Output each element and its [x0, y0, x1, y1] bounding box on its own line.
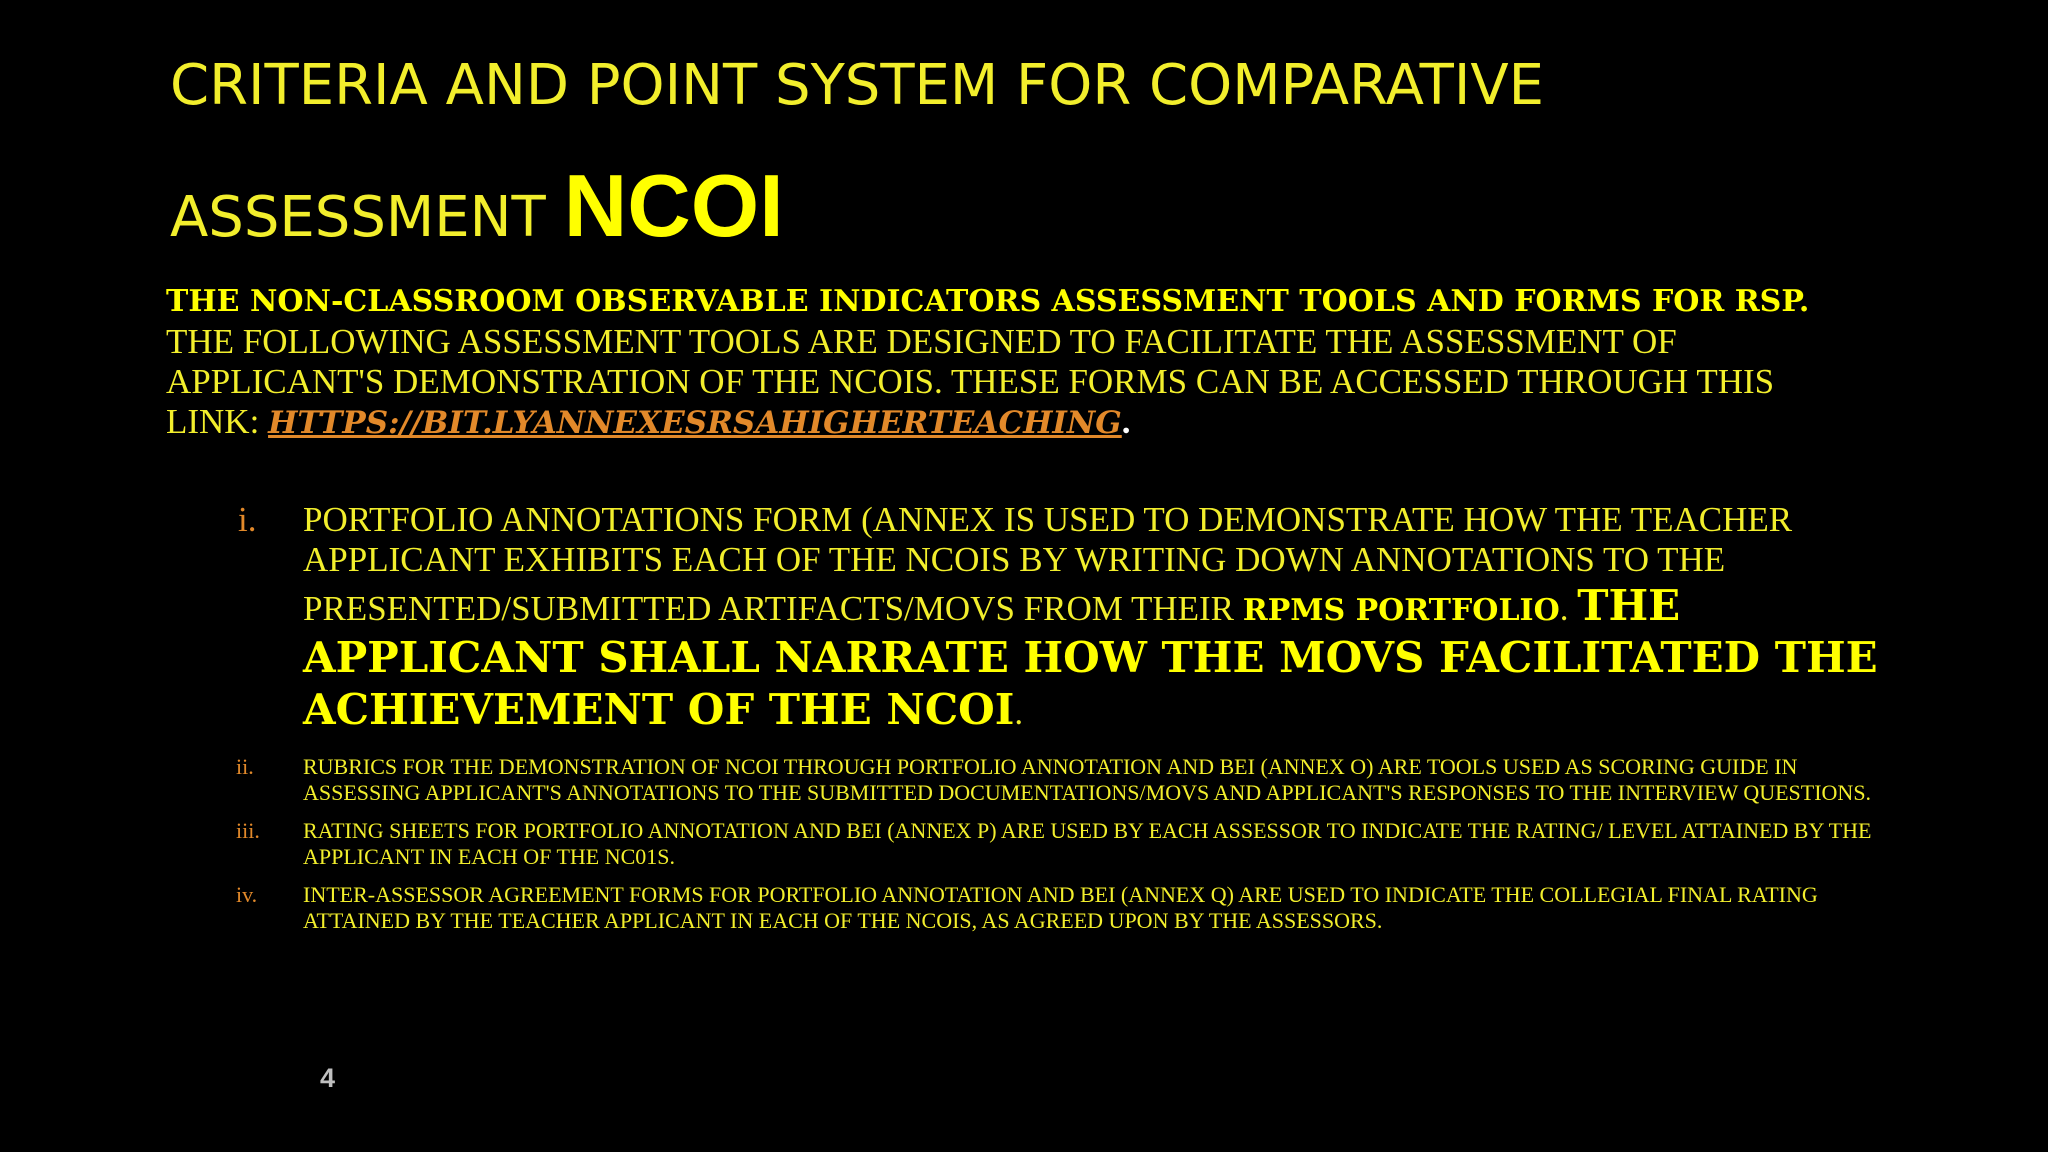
annex-link[interactable]: HTTPS://BIT.LYANNEXESRSAHIGHERTEACHING [268, 405, 1122, 441]
list-item-text [303, 500, 1890, 736]
item-1-emphasis: THE APPLICANT SHALL NARRATE HOW THE MOVS FACILITATED THE ACHIEVEMENT OF THE NCOI [303, 581, 1878, 734]
title-line-1: CRITERIA AND POINT SYSTEM FOR COMPARATIVE [170, 53, 1545, 118]
title-line-2 [170, 156, 1870, 255]
item-1-rpms-portfolio: RPMS PORTFOLIO [1242, 593, 1560, 628]
list-item-rubrics [230, 754, 1890, 806]
slide-title [170, 53, 1870, 255]
title-assessment-word: ASSESSMENT [170, 185, 546, 250]
list-marker: ii. [236, 754, 254, 779]
intro-paragraph [166, 280, 1866, 443]
item-3-text: RATING SHEETS FOR PORTFOLIO ANNOTATION AND BEI (ANNEX P) ARE USED BY EACH ASSESSOR TO INDICATE THE RATING/ LEVEL ATTAINED BY THE APPLICANT IN EACH OF THE NC01S. [303, 818, 1872, 869]
tools-list [230, 500, 1890, 934]
list-item-inter-assessor-forms [230, 882, 1890, 934]
title-ncoi-emphasis: NCOI [563, 156, 784, 255]
item-1-separator: . [1559, 589, 1578, 628]
list-item-rating-sheets [230, 818, 1890, 870]
item-2-text: RUBRICS FOR THE DEMONSTRATION OF NCOI THROUGH PORTFOLIO ANNOTATION AND BEI (ANNEX O) ARE TOOLS USED AS SCORING GUIDE IN ASSESSING APPLICANT'S ANNOTATIONS TO THE SUBMITTED DOCUMENTATIONS/MOVS AND APPLICANT'S RESPONSES TO THE INTERVIEW QUESTIONS. [303, 754, 1872, 805]
list-marker: iii. [236, 818, 260, 843]
list-marker: iv. [236, 882, 258, 907]
page-number: 4 [320, 1063, 336, 1093]
item-4-text: INTER-ASSESSOR AGREEMENT FORMS FOR PORTFOLIO ANNOTATION AND BEI (ANNEX Q) ARE USED TO INDICATE THE COLLEGIAL FINAL RATING ATTAINED BY THE TEACHER APPLICANT IN EACH OF THE NCOIS, AS AGREED UPON BY THE ASSESSORS. [303, 882, 1818, 933]
list-item-portfolio-annotations [230, 500, 1890, 736]
item-1-end: . [1014, 693, 1024, 732]
intro-end: . [1121, 402, 1131, 441]
item-1-text: PORTFOLIO ANNOTATIONS FORM (ANNEX IS USED TO DEMONSTRATE HOW THE TEACHER APPLICANT EXHIBITS EACH OF THE NCOIS BY WRITING DOWN ANNOTATIONS TO THE PRESENTED/SUBMITTED ARTIFACTS/MOVS FROM THEIR [303, 500, 1793, 628]
list-marker: i. [238, 500, 257, 539]
intro-bold-lead: THE NON-CLASSROOM OBSERVABLE INDICATORS ASSESSMENT TOOLS AND FORMS FOR RSP. [166, 284, 1810, 319]
intro-text: THE FOLLOWING ASSESSMENT TOOLS ARE DESIGNED TO FACILITATE THE ASSESSMENT OF APPLICANT'S DEMONSTRATION OF THE NCOIS. THESE FORMS CAN BE ACCESSED THROUGH THIS LINK: [166, 322, 1775, 441]
